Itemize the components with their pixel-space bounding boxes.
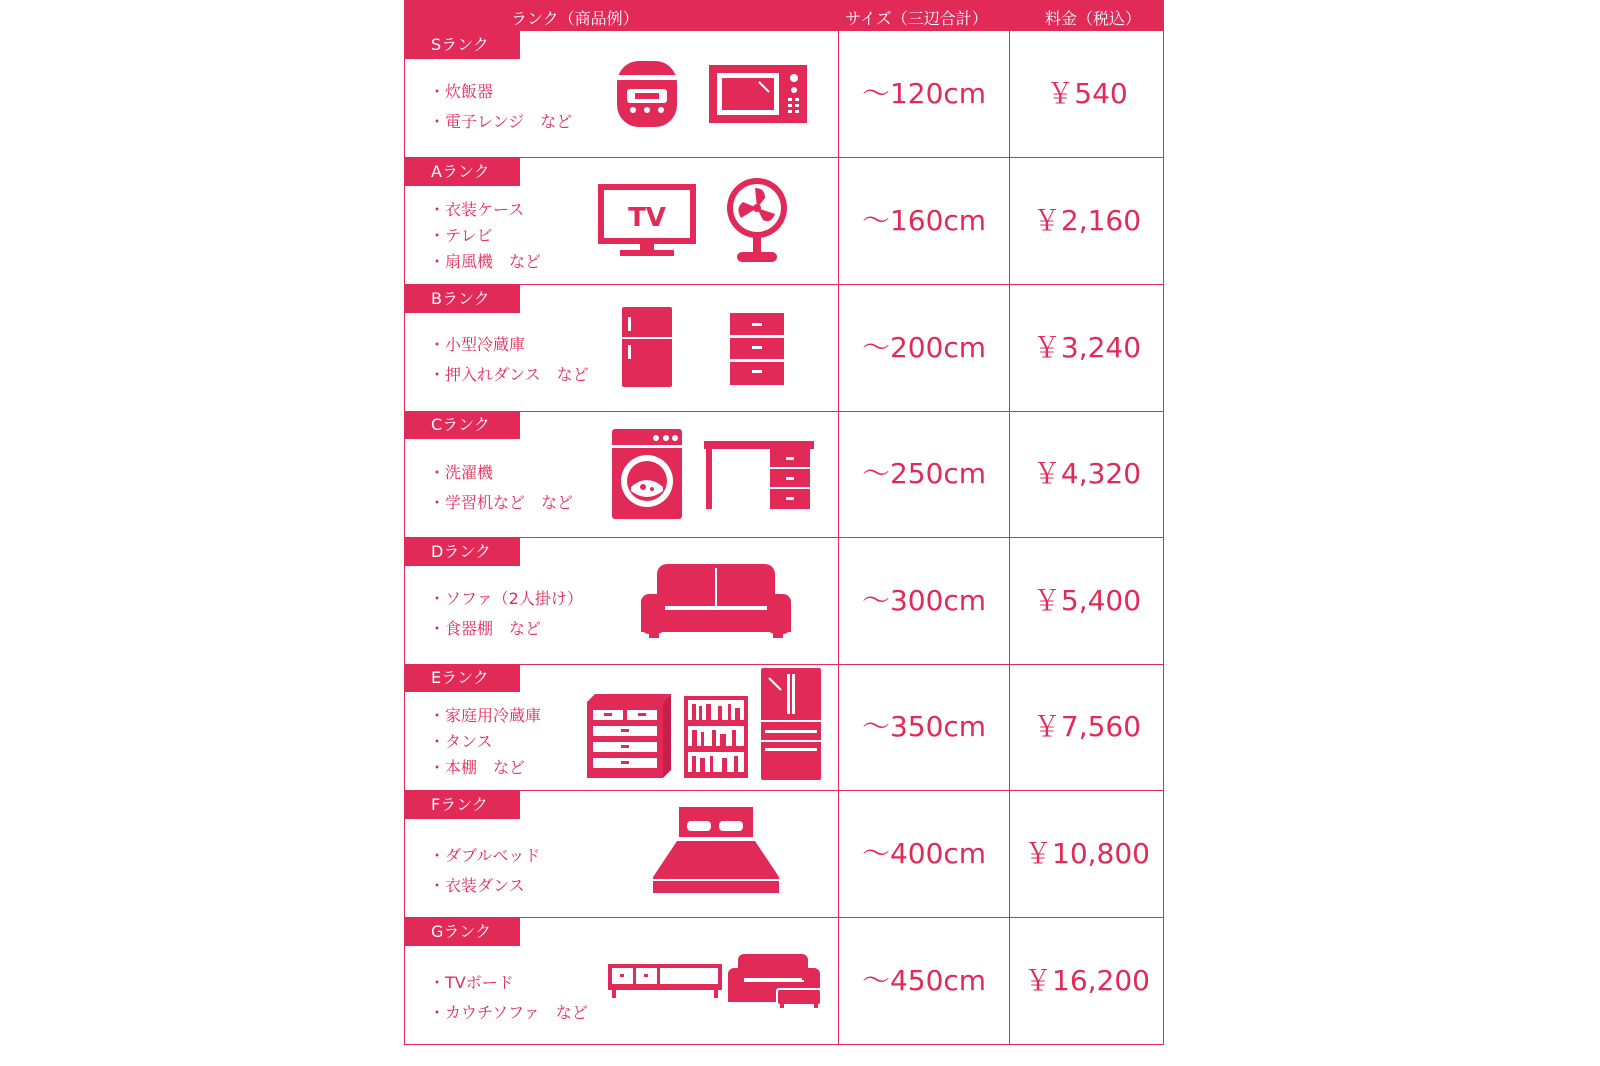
table-row-e bbox=[404, 664, 1164, 791]
price-table bbox=[404, 0, 1164, 1046]
tv-icon bbox=[598, 184, 696, 258]
couch-icon bbox=[728, 954, 822, 1008]
item-list bbox=[429, 330, 589, 390]
table-row-d bbox=[404, 538, 1164, 665]
tv-board-icon bbox=[608, 964, 722, 998]
list-item: ・押入れダンス など bbox=[429, 365, 589, 384]
table-row-a bbox=[404, 158, 1164, 285]
header-price: 料金（税込） bbox=[1045, 9, 1142, 28]
list-item: ・本棚 など bbox=[429, 758, 526, 777]
size-value: ～400cm bbox=[861, 837, 987, 870]
header-rank: ランク（商品例） bbox=[511, 9, 639, 28]
rank-label: Aランク bbox=[405, 158, 520, 186]
washing-machine-icon bbox=[612, 429, 682, 519]
size-value: ～300cm bbox=[861, 584, 987, 617]
drawer-chest-icon bbox=[730, 313, 784, 385]
sofa-icon bbox=[641, 564, 791, 638]
table-row-f bbox=[404, 791, 1164, 918]
rank-label: Fランク bbox=[405, 791, 520, 819]
size-value: ～200cm bbox=[861, 331, 987, 364]
list-item: ・テレビ bbox=[429, 226, 493, 245]
list-item: ・衣装ケース bbox=[429, 200, 525, 219]
table-row-s bbox=[404, 31, 1164, 158]
list-item: ・小型冷蔵庫 bbox=[429, 335, 526, 354]
list-item: ・扇風機 など bbox=[429, 252, 542, 271]
list-item: ・電子レンジ など bbox=[429, 112, 573, 131]
rank-label: Sランク bbox=[405, 31, 520, 59]
item-list bbox=[429, 77, 572, 137]
list-item: ・ソファ（2人掛け） bbox=[429, 589, 583, 608]
price-value: ￥2,160 bbox=[1032, 204, 1142, 237]
price-value: ￥10,800 bbox=[1024, 837, 1150, 870]
header-size: サイズ（三辺合計） bbox=[845, 9, 988, 28]
tv-label: TV bbox=[628, 203, 666, 233]
size-value: ～350cm bbox=[861, 710, 987, 743]
microwave-icon bbox=[709, 65, 807, 125]
list-item: ・カウチソファ など bbox=[429, 1003, 588, 1022]
item-list bbox=[429, 703, 541, 781]
list-item: ・ダブルベッド bbox=[429, 846, 541, 865]
desk-icon bbox=[704, 441, 814, 509]
item-list bbox=[429, 841, 540, 901]
table-row-g bbox=[404, 918, 1164, 1045]
table-row-c bbox=[404, 411, 1164, 538]
list-item: ・学習机など など bbox=[429, 493, 574, 512]
bookshelf-icon bbox=[684, 696, 748, 778]
list-item: ・食器棚 など bbox=[429, 619, 542, 638]
bed-icon bbox=[653, 807, 779, 893]
rank-label: Bランク bbox=[405, 285, 520, 313]
dresser-icon bbox=[587, 694, 671, 778]
fridge-icon bbox=[622, 307, 672, 389]
item-list bbox=[429, 584, 583, 644]
list-item: ・家庭用冷蔵庫 bbox=[429, 706, 542, 725]
price-value: ￥540 bbox=[1046, 77, 1128, 110]
list-item: ・洗濯機 bbox=[429, 463, 494, 482]
price-value: ￥5,400 bbox=[1032, 584, 1142, 617]
large-fridge-icon bbox=[761, 668, 821, 780]
rank-label: Cランク bbox=[405, 411, 520, 439]
size-value: ～120cm bbox=[861, 77, 987, 110]
rank-label: Eランク bbox=[405, 664, 520, 692]
price-value: ￥3,240 bbox=[1032, 331, 1142, 364]
size-value: ～450cm bbox=[861, 964, 987, 997]
item-list bbox=[429, 968, 588, 1028]
price-value: ￥16,200 bbox=[1024, 964, 1150, 997]
table-header bbox=[404, 0, 1164, 31]
list-item: ・炊飯器 bbox=[429, 82, 494, 101]
rank-label: Gランク bbox=[405, 918, 520, 946]
list-item: ・衣装ダンス bbox=[429, 876, 525, 895]
price-value: ￥7,560 bbox=[1032, 710, 1142, 743]
fan-icon bbox=[725, 178, 789, 264]
item-list bbox=[429, 458, 573, 518]
list-item: ・TVボード bbox=[429, 973, 514, 992]
rank-label: Dランク bbox=[405, 538, 520, 566]
price-value: ￥4,320 bbox=[1032, 457, 1142, 490]
list-item: ・タンス bbox=[429, 732, 493, 751]
item-list bbox=[429, 197, 541, 275]
size-value: ～160cm bbox=[861, 204, 987, 237]
rice-cooker-icon bbox=[613, 57, 681, 131]
size-value: ～250cm bbox=[861, 457, 987, 490]
table-row-b bbox=[404, 285, 1164, 412]
